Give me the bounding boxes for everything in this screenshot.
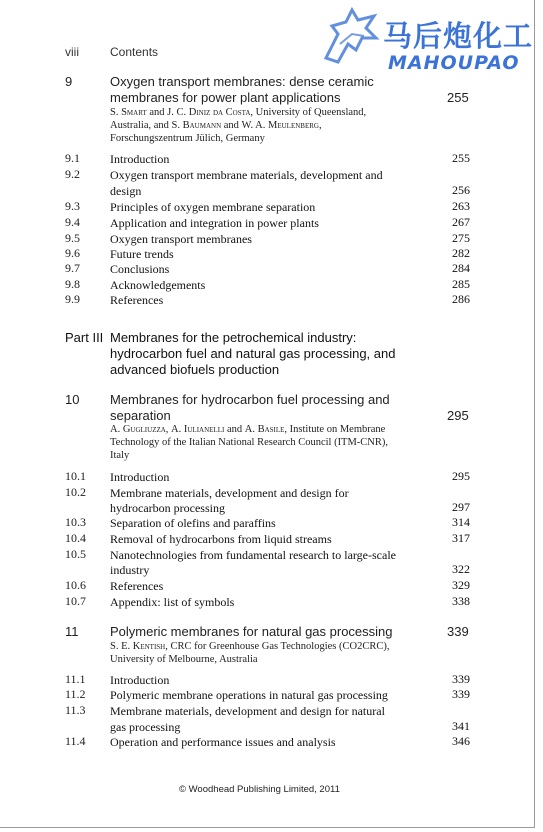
affiliation: , CRC for Greenhouse Gas Technologies (CO2CRC), xyxy=(165,641,390,652)
section-number: 9.3 xyxy=(65,199,80,213)
chapter-title-line: separation xyxy=(110,408,171,423)
section-number: 11.4 xyxy=(65,734,86,748)
section-number: 11.3 xyxy=(65,703,86,717)
chapter-number: 11 xyxy=(65,624,79,639)
affiliation: Australia, and xyxy=(110,120,169,131)
author-name: A. Basile xyxy=(244,424,285,435)
author-conjunction: and xyxy=(149,107,165,118)
section-number: 10.7 xyxy=(65,594,86,608)
section-page: 255 xyxy=(452,151,470,165)
chapter-authors xyxy=(110,106,366,119)
affiliation: , xyxy=(318,120,322,131)
section-title: Membrane materials, development and design for xyxy=(110,486,349,500)
section-title: Membrane materials, development and design for natural xyxy=(110,704,385,718)
page-number: viii xyxy=(65,45,79,59)
section-page: 329 xyxy=(452,578,470,592)
section-number: 10.3 xyxy=(65,515,86,529)
section-page: 339 xyxy=(452,687,470,701)
affiliation: , University of Queensland, xyxy=(250,107,367,118)
section-page: 295 xyxy=(452,469,470,483)
horse-logo-icon xyxy=(318,4,384,70)
section-page: 339 xyxy=(452,672,470,686)
section-title: References xyxy=(110,579,164,593)
chapter-page: 339 xyxy=(447,624,469,639)
affiliation: , Institute on Membrane xyxy=(284,424,386,435)
section-page: 322 xyxy=(452,562,470,576)
section-number: 11.2 xyxy=(65,687,86,701)
section-page: 263 xyxy=(452,199,470,213)
chapter-title-line: Polymeric membranes for natural gas processing xyxy=(110,624,393,639)
chapter-authors xyxy=(110,119,322,132)
section-title-continued: gas processing xyxy=(110,720,181,734)
section-title: Oxygen transport membranes xyxy=(110,232,252,246)
section-page: 256 xyxy=(452,183,470,197)
section-number: 9.4 xyxy=(65,215,80,229)
author-conjunction: and xyxy=(226,424,243,435)
section-number: 9.7 xyxy=(65,261,80,275)
section-title: References xyxy=(110,293,164,307)
section-page: 297 xyxy=(452,500,470,514)
section-page: 275 xyxy=(452,231,470,245)
section-title: Appendix: list of symbols xyxy=(110,595,235,609)
section-title: Introduction xyxy=(110,470,170,484)
section-title: Application and integration in power plants xyxy=(110,216,319,230)
chapter-title-line: Oxygen transport membranes: dense ceramic xyxy=(110,74,374,89)
chapter-title-line: membranes for power plant applications xyxy=(110,90,341,105)
section-title: Conclusions xyxy=(110,262,170,276)
author-name: S. Baumann xyxy=(171,120,222,131)
section-number: 10.4 xyxy=(65,531,86,545)
section-page: 317 xyxy=(452,531,470,545)
watermark-chinese: 马后炮化工 xyxy=(383,19,534,53)
section-page: 282 xyxy=(452,246,470,260)
author-name: S. E. Kentish xyxy=(110,641,166,652)
section-title-continued: design xyxy=(110,184,142,198)
chapter-authors xyxy=(110,640,389,653)
section-title: Introduction xyxy=(110,673,170,687)
section-title: Polymeric membrane operations in natural gas processing xyxy=(110,688,388,702)
section-page: 285 xyxy=(452,277,470,291)
section-number: 10.5 xyxy=(65,547,86,561)
affiliation: Technology of the Italian National Research Council (ITM-CNR), xyxy=(110,437,389,448)
author-name: W. A. Meulenberg xyxy=(241,120,319,131)
affiliation: Forschungszentrum Jülich, Germany xyxy=(110,133,265,144)
chapter-number: 10 xyxy=(65,392,80,407)
part-title-line: Membranes for the petrochemical industry: xyxy=(110,330,357,345)
section-title: Oxygen transport membrane materials, development and xyxy=(110,168,383,182)
chapter-title-line: Membranes for hydrocarbon fuel processing and xyxy=(110,392,390,407)
author-conjunction: and xyxy=(223,120,239,131)
section-page: 286 xyxy=(452,292,470,306)
chapter-number: 9 xyxy=(65,74,73,89)
chapter-page: 295 xyxy=(447,408,469,423)
section-title: Separation of olefins and paraffins xyxy=(110,516,276,530)
section-page: 267 xyxy=(452,215,470,229)
section-title: Future trends xyxy=(110,247,174,261)
section-number: 10.1 xyxy=(65,469,86,483)
chapter-page: 255 xyxy=(447,90,469,105)
section-title-continued: industry xyxy=(110,563,150,577)
section-number: 9.5 xyxy=(65,231,80,245)
affiliation: University of Melbourne, Australia xyxy=(110,654,258,665)
section-page: 338 xyxy=(452,594,470,608)
section-number: 9.2 xyxy=(65,167,80,181)
section-page: 284 xyxy=(452,261,470,275)
section-page: 346 xyxy=(452,734,470,748)
author-name: J. C. Diniz da Costa xyxy=(167,107,251,118)
section-page: 314 xyxy=(452,515,470,529)
section-number: 9.9 xyxy=(65,292,80,306)
copyright-footer: © Woodhead Publishing Limited, 2011 xyxy=(179,784,340,795)
section-title: Nanotechnologies from fundamental research to large-scale xyxy=(110,548,396,562)
watermark-english: MAHOUPAO xyxy=(388,52,520,74)
chapter-authors: A. Gugliuzza, A. Iulianelli and A. Basile, Institute on Membrane xyxy=(110,424,386,435)
section-number: 10.2 xyxy=(65,485,86,499)
part-title-line: hydrocarbon fuel and natural gas processing, and xyxy=(110,346,396,361)
part-title-line: advanced biofuels production xyxy=(110,362,280,377)
section-page: 341 xyxy=(452,719,470,733)
section-title: Removal of hydrocarbons from liquid streams xyxy=(110,532,332,546)
section-number: 11.1 xyxy=(65,672,86,686)
running-header: Contents xyxy=(110,45,159,59)
author-name: A. Iulianelli xyxy=(171,424,225,435)
author-name: S. Smart xyxy=(110,107,147,118)
part-label: Part III xyxy=(65,330,104,345)
section-number: 9.8 xyxy=(65,277,80,291)
section-number: 9.1 xyxy=(65,151,80,165)
section-title-continued: hydrocarbon processing xyxy=(110,501,225,515)
affiliation: Italy xyxy=(110,450,130,461)
section-title: Introduction xyxy=(110,152,170,166)
section-number: 10.6 xyxy=(65,578,86,592)
section-title: Acknowledgements xyxy=(110,278,206,292)
section-title: Principles of oxygen membrane separation xyxy=(110,200,316,214)
section-title: Operation and performance issues and analysis xyxy=(110,735,336,749)
author-name: A. Gugliuzza xyxy=(110,424,166,435)
section-number: 9.6 xyxy=(65,246,80,260)
